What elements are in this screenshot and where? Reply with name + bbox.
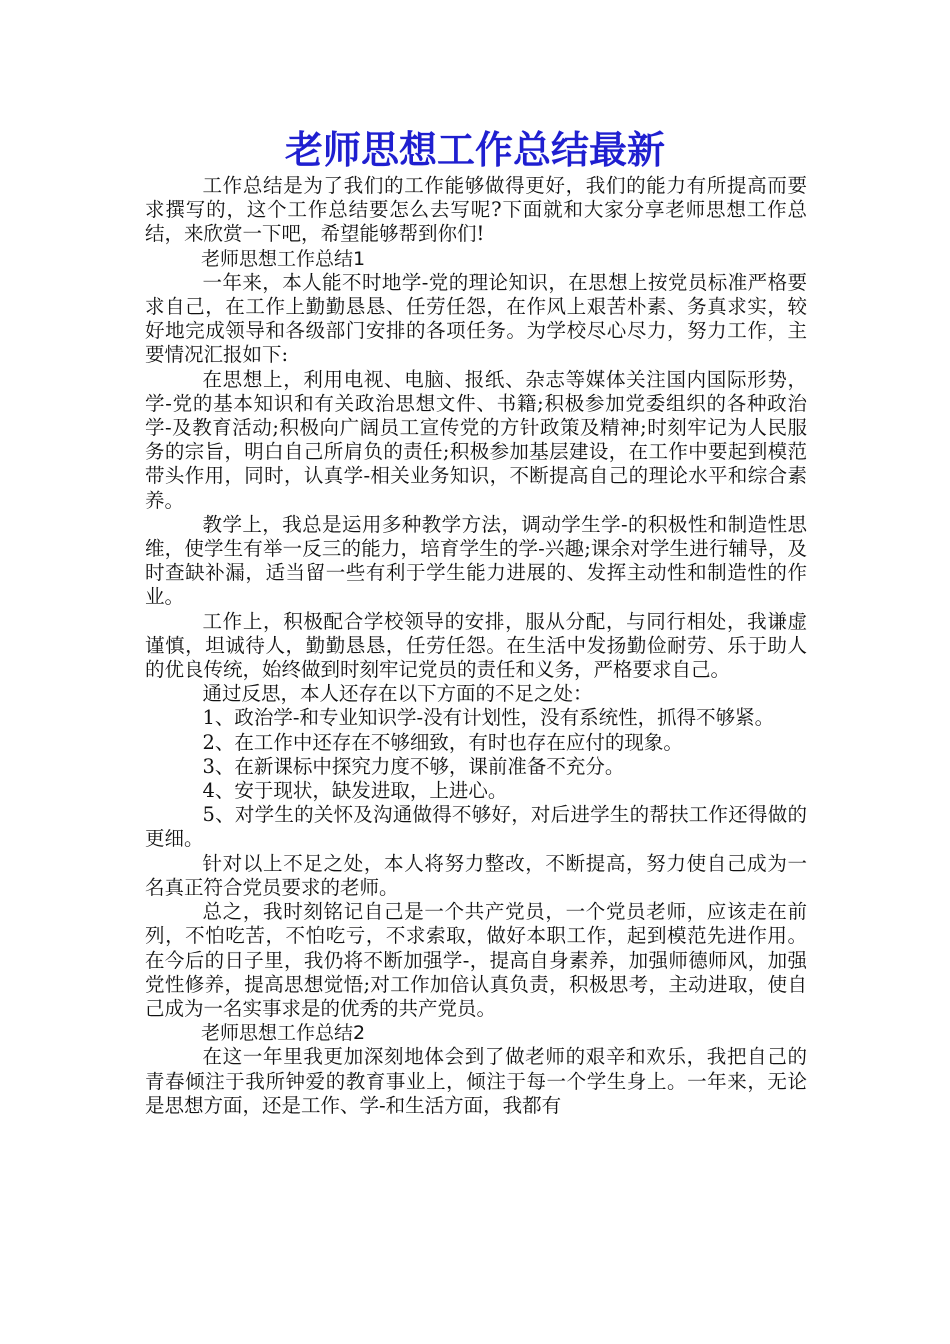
body-paragraph: 一年来，本人能不时地学-党的理论知识，在思想上按党员标准严格要求自己，在工作上勤勤恳恳、任劳任怨，在作风上艰苦朴素、务真求实，较好地完成领导和各级部门安排的各项任务。为学校尽心尽力，努力工作，主要情况汇报如下: <box>145 270 807 367</box>
body-paragraph: 工作总结是为了我们的工作能够做得更好，我们的能力有所提高而要求撰写的，这个工作总结要怎么去写呢?下面就和大家分享老师思想工作总结，来欣赏一下吧，希望能够帮到你们! <box>145 174 807 246</box>
body-paragraph: 4、安于现状，缺发进取，上进心。 <box>202 779 508 803</box>
document-body <box>145 174 807 1118</box>
body-paragraph: 教学上，我总是运用多种教学方法，调动学生学-的积极性和制造性思维，使学生有举一反三的能力，培育学生的学-兴趣;课余对学生进行辅导，及时查缺补漏，适当留一些有利于学生能力进展的、发挥主动性和制造性的作业。 <box>145 512 807 609</box>
body-paragraph: 针对以上不足之处，本人将努力整改，不断提高，努力使自己成为一名真正符合党员要求的老师。 <box>145 851 807 899</box>
body-paragraph: 工作上，积极配合学校领导的安排，服从分配，与同行相处，我谦虚谨慎，坦诚待人，勤勤恳恳，任劳任怨。在生活中发扬勤俭耐劳、乐于助人的优良传统，始终做到时刻牢记党员的责任和义务，严格要求自己。 <box>145 609 807 682</box>
section-heading: 老师思想工作总结1 <box>201 247 366 270</box>
body-paragraph: 1、政治学-和专业知识学-没有计划性，没有系统性，抓得不够紧。 <box>202 706 775 730</box>
body-paragraph: 2、在工作中还存在不够细致，有时也存在应付的现象。 <box>202 730 683 754</box>
body-paragraph: 5、对学生的关怀及沟通做得不够好，对后进学生的帮扶工作还得做的更细。 <box>145 803 807 851</box>
body-paragraph: 3、在新课标中探究力度不够，课前准备不充分。 <box>202 754 625 778</box>
document-title: 老师思想工作总结最新 <box>284 128 665 172</box>
section-heading: 老师思想工作总结2 <box>201 1022 366 1045</box>
body-paragraph: 通过反思，本人还存在以下方面的不足之处： <box>202 682 593 706</box>
body-paragraph: 在这一年里我更加深刻地体会到了做老师的艰辛和欢乐，我把自己的青春倾注于我所钟爱的教育事业上，倾注于每一个学生身上。一年来，无论是思想方面，还是工作、学-和生活方面，我都有 <box>145 1045 807 1117</box>
body-paragraph: 总之，我时刻铭记自己是一个共产党员，一个党员老师，应该走在前列，不怕吃苦，不怕吃亏，不求索取，做好本职工作，起到模范先进作用。在今后的日子里，我仍将不断加强学-，提高自身素养，加强师德师风，加强党性修养，提高思想觉悟;对工作加倍认真负责，积极思考，主动进取，使自己成为一名实事求是的优秀的共产党员。 <box>145 900 807 1020</box>
body-paragraph: 在思想上，利用电视、电脑、报纸、杂志等媒体关注国内国际形势，学-党的基本知识和有关政治思想文件、书籍;积极参加党委组织的各种政治学-及教育活动;积极向广阔员工宣传党的方针政策及精神;时刻牢记为人民服务的宗旨，明白自己所肩负的责任;积极参加基层建设，在工作中要起到模范带头作用，同时，认真学-相关业务知识，不断提高自己的理论水平和综合素养。 <box>145 367 807 512</box>
